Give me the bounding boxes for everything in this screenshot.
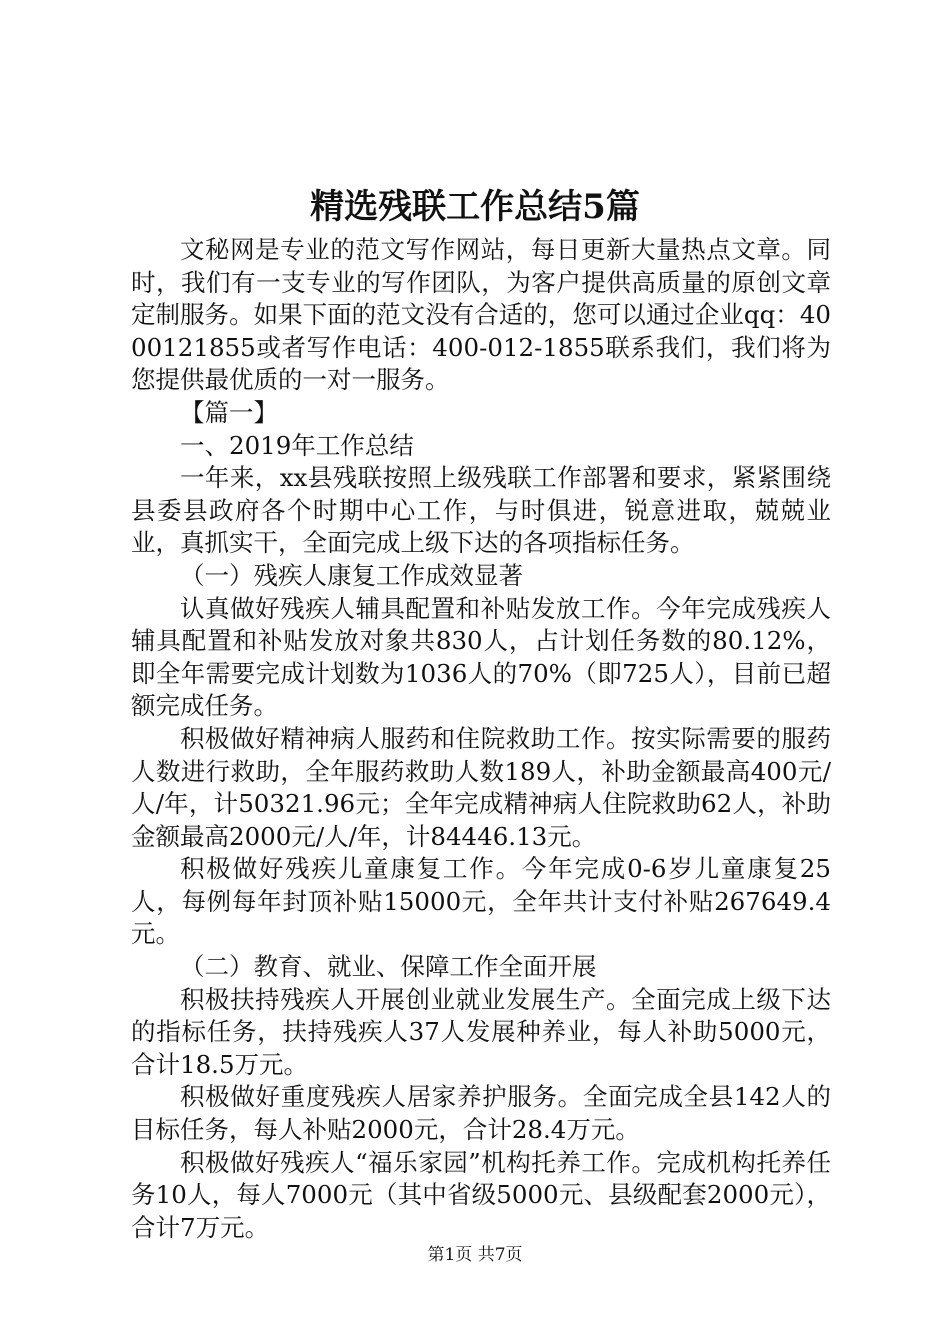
body-paragraph: 积极做好残疾儿童康复工作。今年完成0-6岁儿童康复25人，每例每年封顶补贴15000元，全年共计支付补贴267649.4元。 bbox=[131, 854, 831, 949]
body-paragraph: 认真做好残疾人辅具配置和补贴发放工作。今年完成残疾人辅具配置和补贴发放对象共830人，占计划任务数的80.12%，即全年需要完成计划数为1036人的70%（即725人），目前已超额完成任务。 bbox=[131, 593, 831, 721]
body-paragraph: 一年来，xx县残联按照上级残联工作部署和要求，紧紧围绕县委县政府各个时期中心工作，与时俱进，锐意进取，兢兢业业，真抓实干，全面完成上级下达的各项指标任务。 bbox=[131, 463, 831, 558]
body-paragraph: 积极做好精神病人服药和住院救助工作。按实际需要的服药人数进行救助，全年服药救助人数189人，补助金额最高400元/人/年，计50321.96元；全年完成精神病人住院救助62人，补助金额最高2000元/人/年，计84446.13元。 bbox=[131, 723, 831, 851]
subsection-heading: （二）教育、就业、保障工作全面开展 bbox=[180, 952, 597, 982]
body-paragraph: 积极做好残疾人“福乐家园”机构托养工作。完成机构托养任务10人，每人7000元（其中省级5000元、县级配套2000元），合计7万元。 bbox=[131, 1147, 831, 1242]
body-paragraph: 积极扶持残疾人开展创业就业发展生产。全面完成上级下达的指标任务，扶持残疾人37人发展种养业，每人补助5000元，合计18.5万元。 bbox=[131, 984, 831, 1079]
intro-paragraph: 文秘网是专业的范文写作网站，每日更新大量热点文章。同时，我们有一支专业的写作团队，为客户提供高质量的原创文章定制服务。如果下面的范文没有合适的，您可以通过企业qq：4000121855或者写作电话：400-012-1855联系我们，我们将为您提供最优质的一对一服务。 bbox=[131, 235, 831, 395]
page-footer: 第1页 共7页 bbox=[427, 1245, 523, 1265]
document-body bbox=[131, 234, 831, 1244]
subsection-heading: （一）残疾人康复工作成效显著 bbox=[180, 560, 523, 590]
section-marker: 【篇一】 bbox=[180, 397, 278, 427]
body-paragraph: 积极做好重度残疾人居家养护服务。全面完成全县142人的目标任务，每人补贴2000元，合计28.4万元。 bbox=[131, 1082, 831, 1145]
section-heading: 一、2019年工作总结 bbox=[180, 430, 414, 460]
document-title: 精选残联工作总结5篇 bbox=[310, 187, 640, 227]
